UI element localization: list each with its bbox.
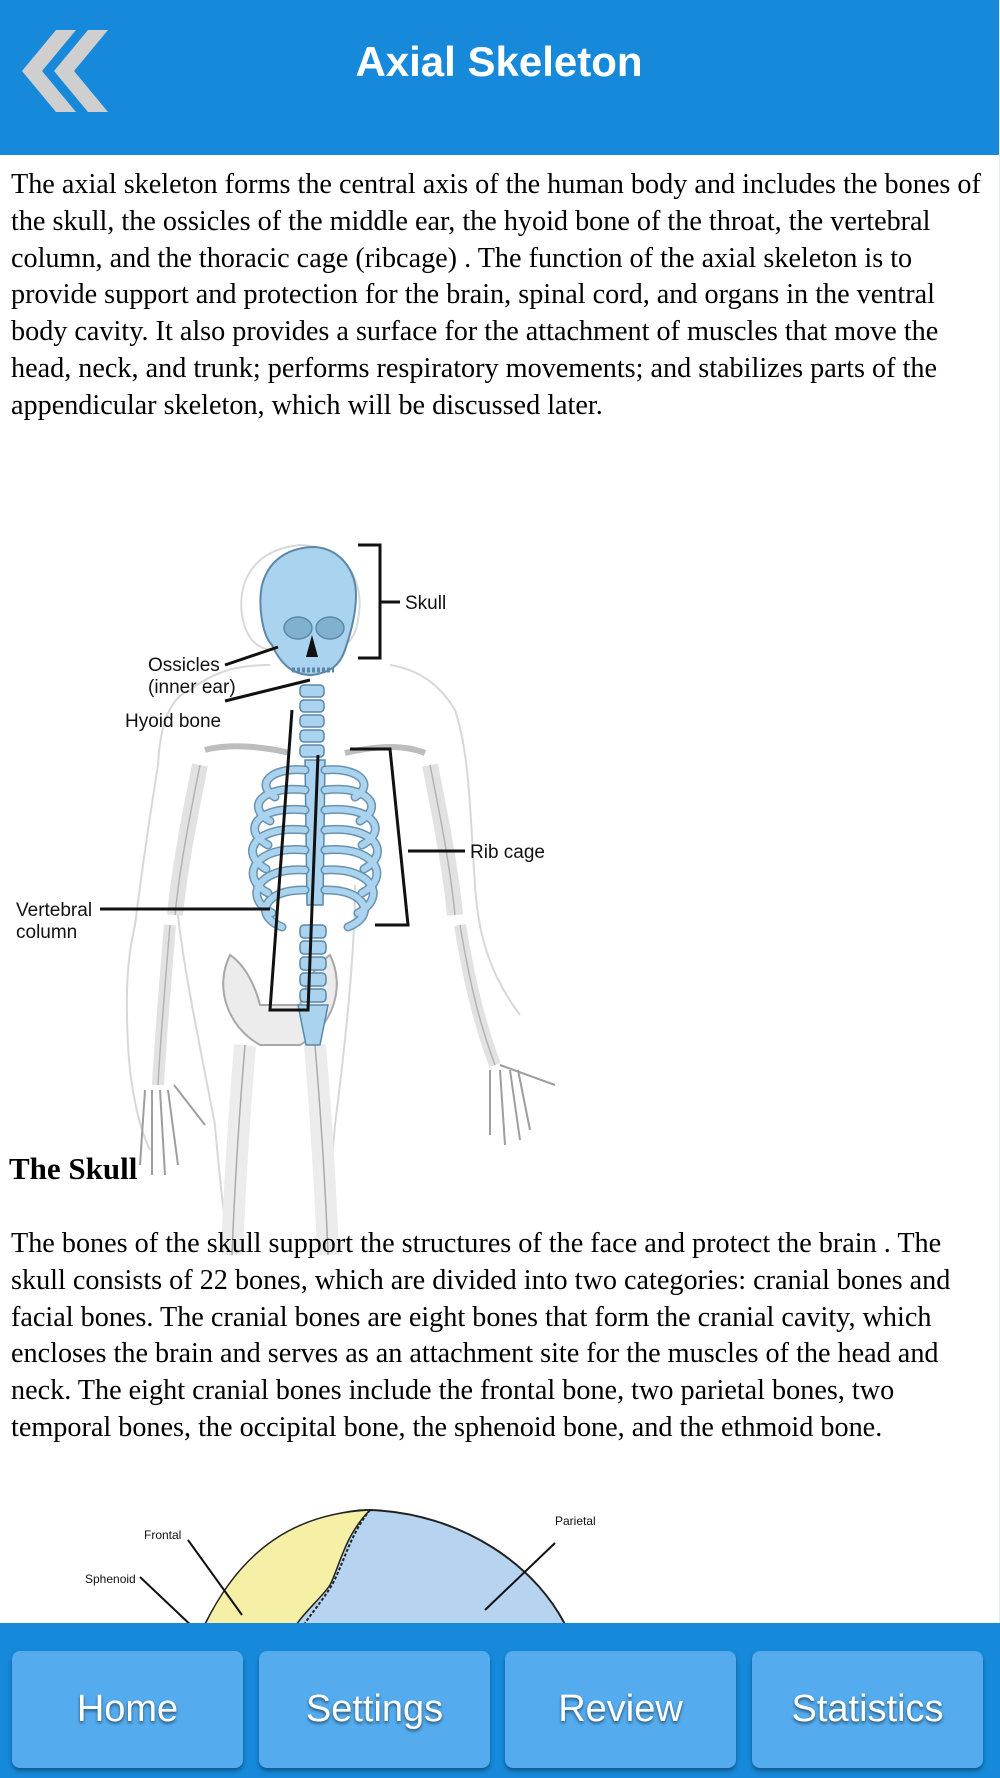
tab-statistics[interactable]: Statistics — [752, 1651, 983, 1768]
bottom-tab-bar — [0, 1623, 1000, 1778]
article-content[interactable] — [0, 155, 1000, 1623]
label-ossicles-1: Ossicles — [148, 655, 220, 676]
label-parietal: Parietal — [555, 1514, 596, 1528]
label-vertebral-2: column — [16, 922, 78, 943]
label-ossicles-2: (inner ear) — [148, 677, 236, 698]
tab-review[interactable]: Review — [505, 1651, 736, 1768]
label-vertebral-1: Vertebral — [16, 900, 93, 921]
label-hyoid: Hyoid bone — [125, 711, 222, 732]
skull-figure — [0, 1505, 620, 1623]
label-sphenoid: Sphenoid — [85, 1572, 136, 1586]
tab-settings[interactable]: Settings — [259, 1651, 490, 1768]
intro-paragraph: The axial skeleton forms the central axis of the human body and includes the bones of the skull, the ossicles of the middle ear, the hyoid bone of the throat, the vertebral column, and the thoracic cage (ribcage) . The function of the axial skeleton is to provide support and protection for the brain, spinal cord, and organs in the ventral body cavity. It also provides a surface for the attachment of muscles that move the head, neck, and trunk; performs respiratory movements; and stabilizes parts of the appendicular skeleton, which will be discussed later. — [11, 169, 981, 421]
tab-home[interactable]: Home — [12, 1651, 243, 1768]
label-frontal: Frontal — [144, 1528, 182, 1542]
page-title: Axial Skeleton — [355, 38, 643, 85]
skull-section-title: The Skull — [9, 1151, 138, 1186]
label-rib-cage: Rib cage — [470, 842, 545, 863]
skull-paragraph: The bones of the skull support the structures of the face and protect the brain . The skull consists of 22 bones, which are divided into two categories: cranial bones and facial bones. The cranial bones are eight bones that form the cranial cavity, which encloses the brain and serves as an attachment site for the muscles of the head and neck. The eight cranial bones include the frontal bone, two parietal bones, two temporal bones, the occipital bone, the sphenoid bone, and the ethmoid bone. — [11, 1228, 951, 1443]
label-skull: Skull — [405, 593, 447, 614]
app-header — [0, 0, 1000, 155]
axial-skeleton-figure — [0, 485, 570, 1265]
